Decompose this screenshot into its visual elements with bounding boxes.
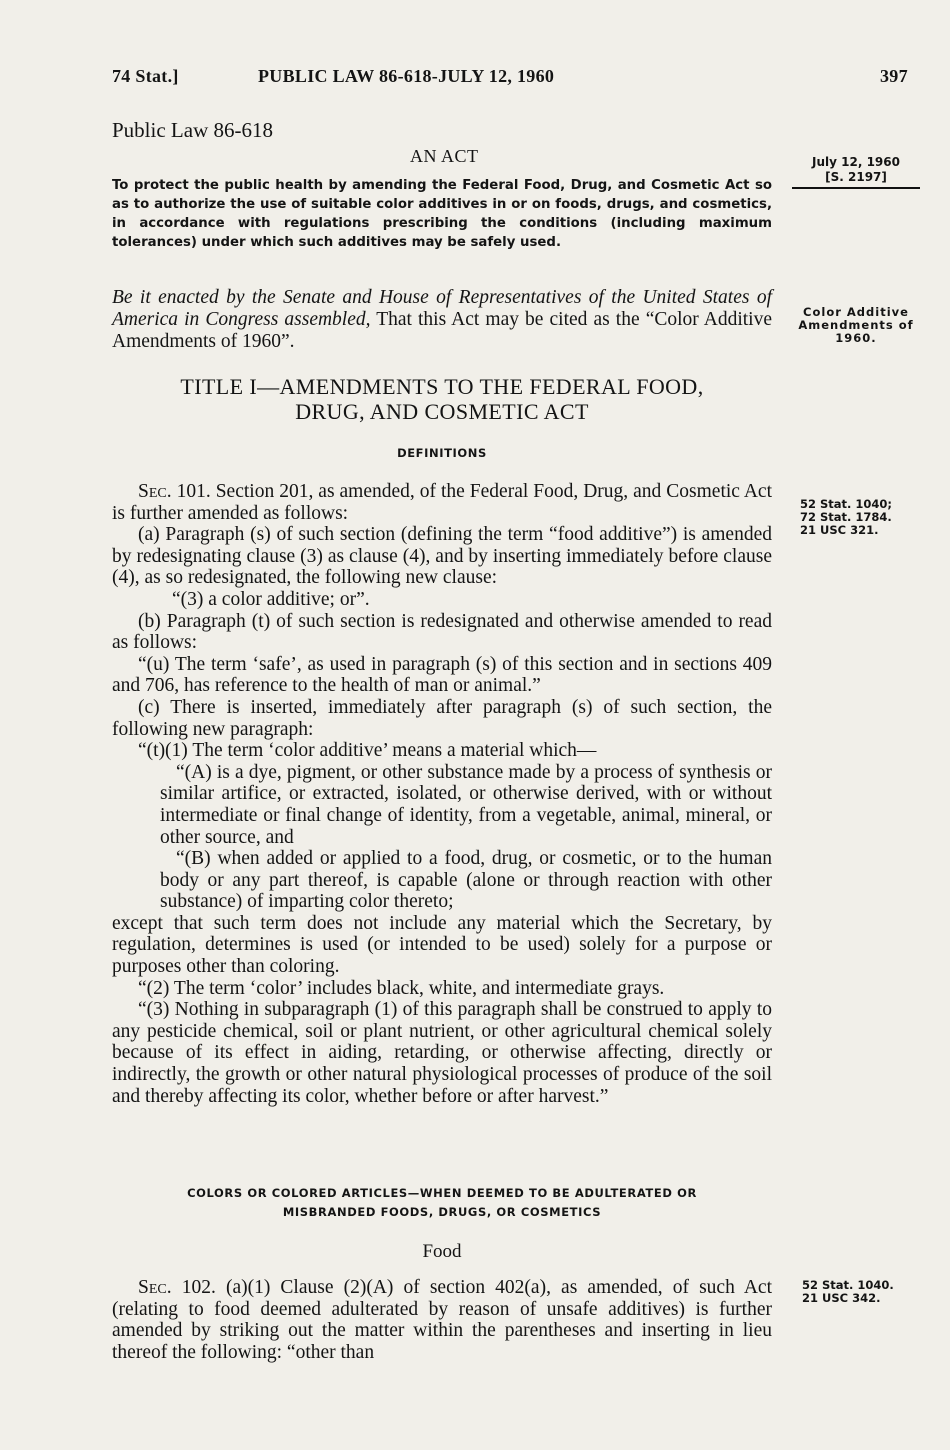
margin-short-title: Color Additive Amendments of 1960. <box>798 305 914 345</box>
title-line: DRUG, AND COSMETIC ACT <box>295 399 589 424</box>
running-header-left: 74 Stat.] <box>112 66 179 86</box>
food-heading: Food <box>422 1241 462 1262</box>
margin-citation-101 <box>800 498 928 537</box>
enacting-clause-italic: Be it enacted by the Senate and House of Representatives of the United States of America in Congress assembled, <box>112 287 772 330</box>
sec-102-text <box>112 1277 772 1363</box>
sec-102-body: 102. (a)(1) Clause (2)(A) of section 402(a), as amended, of such Act (relating to food deemed adulterated by reason of unsafe additives) is further amended by striking out the matter within the parentheses and inserting in lieu thereof the following: “other than <box>112 1277 772 1363</box>
section-102 <box>112 1277 772 1363</box>
margin-rule <box>792 187 920 189</box>
sec-101-t3: “(3) Nothing in subparagraph (1) of this paragraph shall be construed to apply to any pesticide chemical, soil or plant nutrient, or other agricultural chemical solely because of its effect in aiding, retarding, or otherwise affecting, directly or indirectly, the growth or other natural physiological processes of produce of the soil and thereby affecting its color, whether before or after harvest.” <box>112 999 772 1107</box>
sec-101-c: (c) There is inserted, immediately after paragraph (s) of such section, the following new paragraph: <box>112 696 772 740</box>
section-101 <box>112 481 772 1107</box>
margin-citation-line: 21 USC 342. <box>802 1291 881 1305</box>
margin-citation-line: 52 Stat. 1040; <box>800 497 893 511</box>
act-purpose: To protect the public health by amending the Federal Food, Drug, and Cosmetic Act so as to authorize the use of suitable color additives in or on foods, drugs, and cosmetics, in accordance with regulations prescribing the conditions (including maximum tolerances) under which such additives may be safely used. <box>112 178 772 250</box>
margin-citation-line: 21 USC 321. <box>800 523 879 537</box>
public-law-number: Public Law 86-618 <box>112 118 273 142</box>
colors-heading-line: MISBRANDED FOODS, DRUGS, OR COSMETICS <box>282 1205 602 1219</box>
sec-101-intro-text: 101. Section 201, as amended, of the Federal Food, Drug, and Cosmetic Act is further amended as follows: <box>112 481 772 524</box>
sec-101-t2: “(2) The term ‘color’ includes black, white, and intermediate grays. <box>138 977 665 999</box>
colors-heading-line: COLORS OR COLORED ARTICLES—WHEN DEEMED TO BE ADULTERATED OR <box>187 1186 697 1200</box>
sec-101-u: “(u) The term ‘safe’, as used in paragraph (s) of this section and in sections 409 and 706, has reference to the health of man or animal.” <box>112 653 772 697</box>
sec-101-b: (b) Paragraph (t) of such section is redesignated and otherwise amended to read as follows: <box>112 610 772 654</box>
sec-101-except: except that such term does not include any material which the Secretary, by regulation, determines is used (or intended to be used) solely for a purpose or purposes other than coloring. <box>112 912 772 978</box>
sec-label: Sec. <box>138 481 172 502</box>
running-header-title: PUBLIC LAW 86-618-JULY 12, 1960 <box>258 66 555 86</box>
sec-label: Sec. <box>138 1277 172 1298</box>
margin-date: July 12, 1960 <box>812 155 900 169</box>
enacting-clause <box>112 287 772 353</box>
title-line: TITLE I—AMENDMENTS TO THE FEDERAL FOOD, <box>180 374 704 399</box>
sec-101-a-quote: “(3) a color additive; or”. <box>172 588 370 610</box>
an-act-heading: AN ACT <box>410 146 479 166</box>
sec-101-a: (a) Paragraph (s) of such section (defining the term “food additive”) is amended by redesignating clause (3) as clause (4), and by inserting immediately before clause (4), as so redesignated, the following new clause: <box>112 524 772 589</box>
enacting-clause-text: That this Act may be cited as the “Color Additive Amendments of 1960”. <box>112 309 772 352</box>
title-heading <box>112 374 772 424</box>
margin-citation-line: 72 Stat. 1784. <box>800 510 892 524</box>
sec-101-t1: “(t)(1) The term ‘color additive’ means a material which— <box>138 740 597 762</box>
sec-101-B: “(B) when added or applied to a food, drug, or cosmetic, or to the human body or any part thereof, is capable (alone or through reaction with other substance) of imparting color thereto; <box>160 848 772 913</box>
definitions-heading: DEFINITIONS <box>397 446 487 460</box>
margin-citation-102 <box>802 1279 930 1305</box>
margin-citation-line: 52 Stat. 1040. <box>802 1278 894 1292</box>
margin-bill-number: [S. 2197] <box>825 170 887 184</box>
colors-heading <box>112 1184 772 1222</box>
page-number: 397 <box>880 66 908 86</box>
sec-101-A: “(A) is a dye, pigment, or other substance made by a process of synthesis or similar artifice, or extracted, isolated, or otherwise derived, with or without intermediate or final change of identity, from a vegetable, animal, mineral, or other source, and <box>160 761 772 848</box>
sec-101-intro <box>112 481 772 524</box>
